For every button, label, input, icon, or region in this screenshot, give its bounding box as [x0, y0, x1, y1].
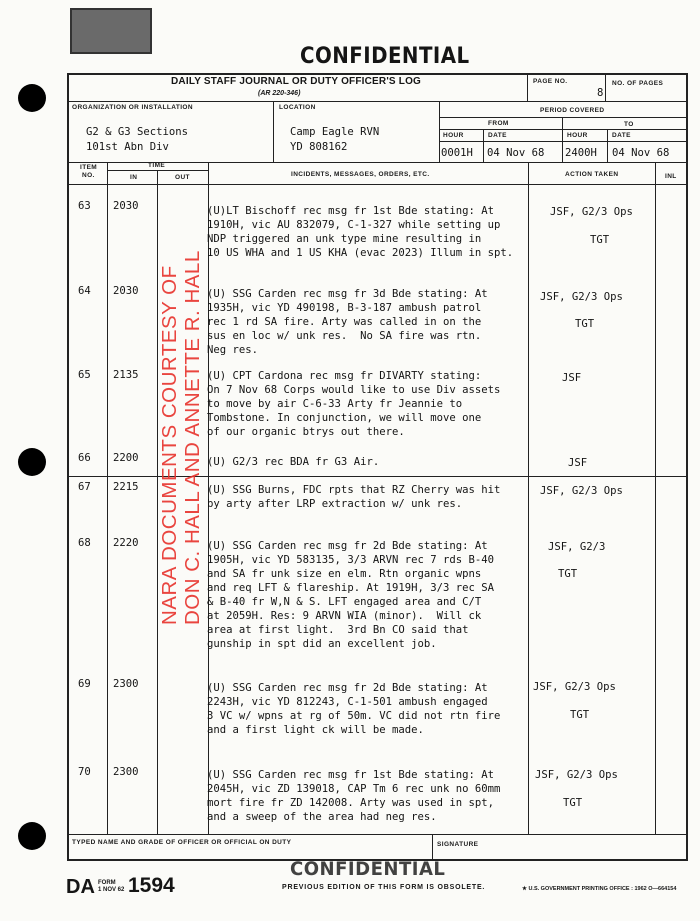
form-title: DAILY STAFF JOURNAL OR DUTY OFFICER'S LOG	[171, 76, 422, 87]
watermark-line-1: NARA DOCUMENTS COURTESY OF	[158, 265, 181, 625]
footer-da: DA	[66, 876, 95, 898]
divider	[273, 101, 274, 162]
no-of-pages-label: NO. OF PAGES	[612, 80, 664, 87]
time-in: 2220	[113, 537, 139, 549]
divider	[439, 129, 687, 130]
time-in: 2030	[113, 200, 139, 212]
message-line: of our organic btrys out there.	[207, 426, 405, 438]
message-line: Neg res.	[207, 344, 259, 356]
message-line: 2243H, vic YD 812243, C-1-501 ambush engaged	[207, 696, 488, 708]
divider	[527, 73, 528, 101]
frame-right	[686, 73, 688, 860]
from-date-label: DATE	[488, 132, 507, 139]
frame-top	[67, 73, 687, 75]
footer-gpo: ★ U.S. GOVERNMENT PRINTING OFFICE : 1962 O—664154	[522, 886, 677, 892]
item-number: 67	[78, 481, 91, 493]
message-line: (U) SSG Carden rec msg fr 2d Bde stating: At	[207, 540, 488, 552]
org-line-2: 101st Abn Div	[86, 141, 169, 153]
message-line: (U) SSG Carden rec msg fr 1st Bde stating: At	[207, 769, 495, 781]
message-line: gunship in spt did an excellent job.	[207, 638, 437, 650]
item-number: 65	[78, 369, 91, 381]
message-line: 1905H, vic YD 583135, 3/3 ARVN rec 7 rds B-40	[207, 554, 495, 566]
org-label: ORGANIZATION OR INSTALLATION	[72, 104, 193, 111]
location-line-2: YD 808162	[290, 141, 348, 153]
message-line: by arty after LRP extraction w/ unk res.	[207, 498, 463, 510]
divider	[439, 117, 687, 118]
message-line: 3 VC w/ wpns at rg of 50m. VC did not rtn fire	[207, 710, 501, 722]
footer-form-line-2: 1 NOV 62	[98, 887, 125, 893]
divider	[67, 184, 687, 185]
message-line: 2045H, vic ZD 139018, CAP Tm 6 rec unk no 60mm	[207, 783, 501, 795]
message-line: sus en loc w/ unk res. No SA fire was rtn.	[207, 330, 482, 342]
action-taken-label: ACTION TAKEN	[565, 171, 619, 178]
from-date-value: 04 Nov 68	[487, 147, 545, 159]
action-taken: JSF, G2/3 Ops	[540, 291, 623, 303]
declassification-stamp	[70, 8, 152, 54]
divider	[605, 73, 606, 101]
location-line-1: Camp Eagle RVN	[290, 126, 380, 138]
message-line: 10 US WHA and 1 US KHA (evac 2023) Illum in spt.	[207, 247, 514, 259]
time-in-label: IN	[130, 174, 138, 181]
item-number: 69	[78, 678, 91, 690]
period-covered-label: PERIOD COVERED	[540, 107, 605, 114]
classification-bottom: CONFIDENTIAL	[290, 858, 446, 880]
message-line: rec 1 rd SA fire. Arty was called in on the	[207, 316, 482, 328]
message-line: and a sweep of the area had neg res.	[207, 811, 437, 823]
action-taken: TGT	[570, 709, 590, 721]
item-number: 66	[78, 452, 91, 464]
typed-name-label: TYPED NAME AND GRADE OF OFFICER OR OFFICIAL ON DUTY	[72, 839, 292, 846]
action-taken: JSF, G2/3 Ops	[535, 769, 618, 781]
to-label: TO	[624, 121, 634, 128]
frame-left	[67, 73, 69, 860]
message-line: area at first light. 3rd Bn CO said that	[207, 624, 469, 636]
divider	[607, 129, 608, 162]
divider	[439, 141, 687, 142]
action-taken: TGT	[558, 568, 578, 580]
signature-label: SIGNATURE	[437, 841, 479, 848]
footer-form-number: 1594	[128, 874, 175, 897]
action-taken: JSF, G2/3 Ops	[533, 681, 616, 693]
time-in: 2200	[113, 452, 139, 464]
location-label: LOCATION	[279, 104, 316, 111]
message-line: (U) SSG Carden rec msg fr 2d Bde stating: At	[207, 682, 488, 694]
action-taken: JSF, G2/3 Ops	[540, 485, 623, 497]
divider	[562, 117, 563, 162]
divider	[483, 129, 484, 162]
message-line: at 2059H. Res: 9 ARVN WIA (minor). Will ck	[207, 610, 482, 622]
divider	[439, 101, 440, 162]
message-line: (U) SSG Burns, FDC rpts that RZ Cherry was hit	[207, 484, 501, 496]
to-date-value: 04 Nov 68	[612, 147, 670, 159]
message-line: and req LFT & flareship. At 1919H, 3/3 rec SA	[207, 582, 495, 594]
classification-top: CONFIDENTIAL	[300, 44, 470, 69]
page-no-label: PAGE NO.	[533, 78, 568, 85]
action-taken: JSF	[562, 372, 582, 384]
from-hour-label: HOUR	[443, 132, 464, 139]
action-taken: JSF, G2/3	[548, 541, 606, 553]
message-line: 1910H, vic AU 832079, C-1-327 while setting up	[207, 219, 501, 231]
message-line: On 7 Nov 68 Corps would like to use Div assets	[207, 384, 501, 396]
item-number: 63	[78, 200, 91, 212]
divider	[432, 834, 433, 860]
item-number: 68	[78, 537, 91, 549]
message-line: (U) CPT Cardona rec msg fr DIVARTY stating:	[207, 370, 482, 382]
message-line: Tombstone. In conjunction, we will move one	[207, 412, 482, 424]
divider	[67, 834, 687, 835]
footer-previous-edition: PREVIOUS EDITION OF THIS FORM IS OBSOLETE.	[282, 884, 486, 891]
item-label-2: NO.	[82, 172, 95, 179]
col-line-action	[655, 162, 656, 834]
action-taken: TGT	[590, 234, 610, 246]
time-out-label: OUT	[175, 174, 190, 181]
time-in: 2215	[113, 481, 139, 493]
action-taken: TGT	[575, 318, 595, 330]
message-line: and a first light ck will be made.	[207, 724, 424, 736]
item-label-1: ITEM	[80, 164, 98, 171]
col-line-item	[107, 162, 108, 834]
action-taken: JSF	[568, 457, 588, 469]
message-line: mort fire fr ZD 142008. Arty was used in spt,	[207, 797, 495, 809]
time-in: 2030	[113, 285, 139, 297]
message-line: (U)LT Bischoff rec msg fr 1st Bde stating: At	[207, 205, 495, 217]
from-hour-value: 0001H	[441, 147, 473, 159]
page-no-value: 8	[597, 87, 604, 99]
action-taken: TGT	[563, 797, 583, 809]
incidents-label: INCIDENTS, MESSAGES, ORDERS, ETC.	[291, 171, 430, 178]
time-in: 2300	[113, 678, 139, 690]
item-number: 64	[78, 285, 91, 297]
time-label: TIME	[148, 162, 166, 169]
time-in: 2135	[113, 369, 139, 381]
to-hour-label: HOUR	[567, 132, 588, 139]
message-line: 1935H, vic YD 490198, B-3-187 ambush patrol	[207, 302, 482, 314]
message-line: to move by air C-6-33 Arty fr Jeannie to	[207, 398, 463, 410]
punch-hole	[18, 84, 46, 112]
punch-hole	[18, 822, 46, 850]
punch-hole	[18, 448, 46, 476]
footer-form-line-1: FORM	[98, 880, 116, 886]
inl-label: INL	[665, 173, 677, 180]
message-line: (U) SSG Carden rec msg fr 3d Bde stating: At	[207, 288, 488, 300]
form-regulation: (AR 220-346)	[258, 90, 301, 97]
divider	[67, 101, 687, 102]
time-in: 2300	[113, 766, 139, 778]
watermark-line-2: DON C. HALL AND ANNETTE R. HALL	[181, 250, 204, 625]
message-line: & B-40 fr W,N & S. LFT engaged area and C/T	[207, 596, 482, 608]
nara-watermark	[158, 250, 204, 625]
item-number: 70	[78, 766, 91, 778]
footer-form-caption	[98, 880, 124, 894]
to-date-label: DATE	[612, 132, 631, 139]
from-label: FROM	[488, 120, 509, 127]
org-line-1: G2 & G3 Sections	[86, 126, 189, 138]
message-line: NDP triggered an unk type mine resulting in	[207, 233, 482, 245]
action-taken: JSF, G2/3 Ops	[550, 206, 633, 218]
to-hour-value: 2400H	[565, 147, 597, 159]
message-line: and SA fr unk size en elm. Rtn organic wpns	[207, 568, 482, 580]
message-line: (U) G2/3 rec BDA fr G3 Air.	[207, 456, 380, 468]
